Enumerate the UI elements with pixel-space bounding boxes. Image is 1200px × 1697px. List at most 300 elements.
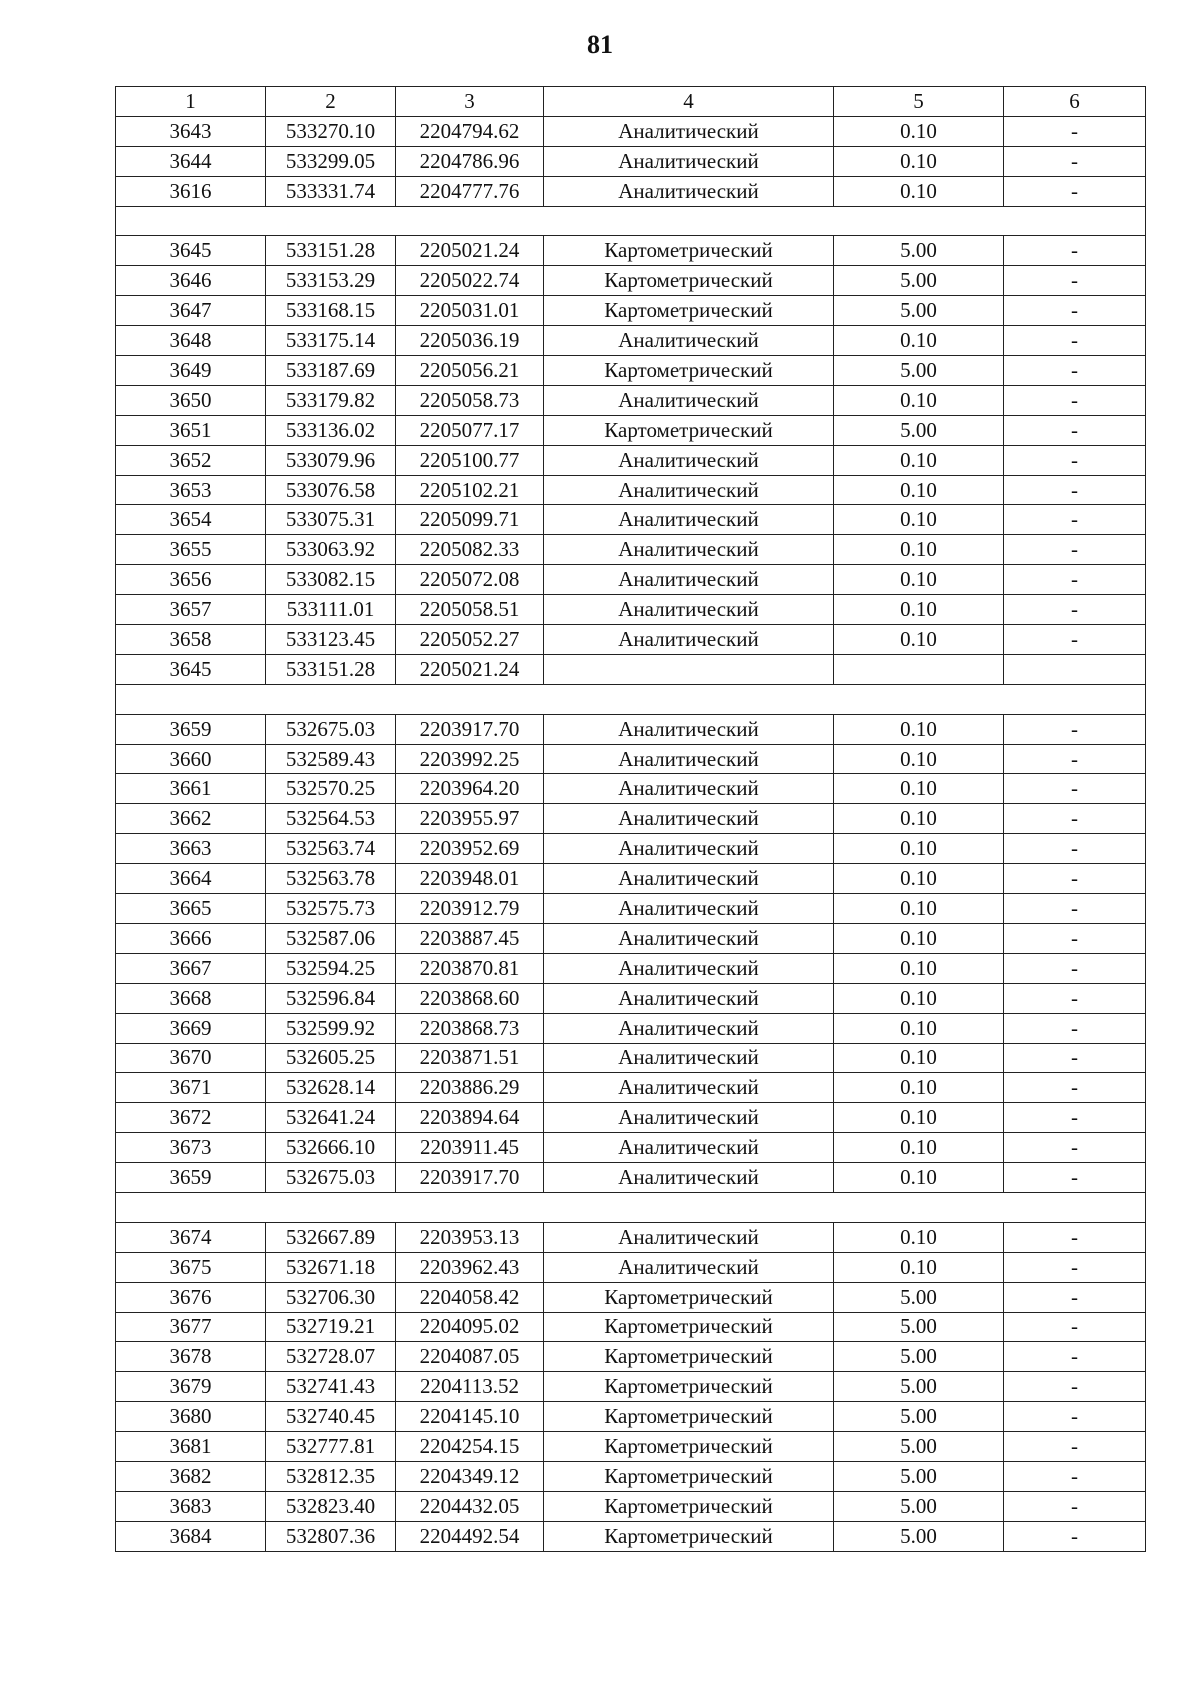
note-cell: - — [1004, 356, 1146, 386]
table-row — [116, 1163, 1146, 1193]
note-cell: - — [1004, 445, 1146, 475]
note-cell: - — [1004, 595, 1146, 625]
y-coordinate-cell: 2205058.51 — [396, 595, 544, 625]
point-number-cell: 3674 — [116, 1222, 266, 1252]
method-cell: Аналитический — [544, 774, 834, 804]
x-coordinate-cell: 532570.25 — [266, 774, 396, 804]
method-cell: Аналитический — [544, 1073, 834, 1103]
y-coordinate-cell: 2205036.19 — [396, 326, 544, 356]
x-coordinate-cell: 533175.14 — [266, 326, 396, 356]
table-row — [116, 714, 1146, 744]
accuracy-cell: 5.00 — [834, 1402, 1004, 1432]
note-cell: - — [1004, 565, 1146, 595]
note-cell: - — [1004, 1013, 1146, 1043]
accuracy-cell: 5.00 — [834, 356, 1004, 386]
x-coordinate-cell: 532628.14 — [266, 1073, 396, 1103]
note-cell: - — [1004, 983, 1146, 1013]
y-coordinate-cell: 2205077.17 — [396, 415, 544, 445]
method-cell: Аналитический — [544, 953, 834, 983]
method-cell: Аналитический — [544, 326, 834, 356]
point-number-cell: 3677 — [116, 1312, 266, 1342]
point-number-cell: 3663 — [116, 834, 266, 864]
note-cell: - — [1004, 1402, 1146, 1432]
point-number-cell — [116, 684, 266, 714]
x-coordinate-cell — [266, 684, 396, 714]
x-coordinate-cell — [266, 206, 396, 236]
y-coordinate-cell: 2205021.24 — [396, 236, 544, 266]
x-coordinate-cell: 532706.30 — [266, 1282, 396, 1312]
accuracy-cell: 0.10 — [834, 1163, 1004, 1193]
accuracy-cell: 5.00 — [834, 1342, 1004, 1372]
point-number-cell: 3682 — [116, 1461, 266, 1491]
x-coordinate-cell: 532812.35 — [266, 1461, 396, 1491]
accuracy-cell: 0.10 — [834, 1252, 1004, 1282]
accuracy-cell: 0.10 — [834, 774, 1004, 804]
table-row — [116, 625, 1146, 655]
point-number-cell: 3683 — [116, 1491, 266, 1521]
x-coordinate-cell: 532777.81 — [266, 1432, 396, 1462]
y-coordinate-cell — [396, 1192, 544, 1222]
y-coordinate-cell: 2203992.25 — [396, 744, 544, 774]
point-number-cell: 3650 — [116, 385, 266, 415]
x-coordinate-cell: 533153.29 — [266, 266, 396, 296]
x-coordinate-cell: 533151.28 — [266, 236, 396, 266]
note-cell: - — [1004, 146, 1146, 176]
table-row — [116, 983, 1146, 1013]
accuracy-cell — [834, 206, 1004, 236]
y-coordinate-cell: 2205099.71 — [396, 505, 544, 535]
point-number-cell: 3671 — [116, 1073, 266, 1103]
method-cell: Картометрический — [544, 1521, 834, 1551]
accuracy-cell: 0.10 — [834, 1043, 1004, 1073]
point-number-cell: 3665 — [116, 894, 266, 924]
x-coordinate-cell: 533151.28 — [266, 654, 396, 684]
point-number-cell: 3670 — [116, 1043, 266, 1073]
point-number-cell: 3657 — [116, 595, 266, 625]
point-number-cell: 3658 — [116, 625, 266, 655]
table-row — [116, 206, 1146, 236]
x-coordinate-cell: 533123.45 — [266, 625, 396, 655]
method-cell: Картометрический — [544, 1312, 834, 1342]
accuracy-cell: 5.00 — [834, 296, 1004, 326]
x-coordinate-cell: 532740.45 — [266, 1402, 396, 1432]
x-coordinate-cell: 532596.84 — [266, 983, 396, 1013]
y-coordinate-cell: 2203887.45 — [396, 923, 544, 953]
point-number-cell: 3654 — [116, 505, 266, 535]
method-cell: Аналитический — [544, 864, 834, 894]
accuracy-cell: 5.00 — [834, 1372, 1004, 1402]
x-coordinate-cell: 533270.10 — [266, 116, 396, 146]
method-cell: Картометрический — [544, 1432, 834, 1462]
note-cell: - — [1004, 1521, 1146, 1551]
x-coordinate-cell: 532575.73 — [266, 894, 396, 924]
x-coordinate-cell: 532823.40 — [266, 1491, 396, 1521]
accuracy-cell: 0.10 — [834, 1073, 1004, 1103]
point-number-cell — [116, 206, 266, 236]
accuracy-cell: 0.10 — [834, 326, 1004, 356]
y-coordinate-cell: 2205056.21 — [396, 356, 544, 386]
accuracy-cell: 0.10 — [834, 804, 1004, 834]
x-coordinate-cell: 532589.43 — [266, 744, 396, 774]
x-coordinate-cell: 533076.58 — [266, 475, 396, 505]
accuracy-cell: 5.00 — [834, 1432, 1004, 1462]
x-coordinate-cell: 532564.53 — [266, 804, 396, 834]
accuracy-cell: 0.10 — [834, 505, 1004, 535]
y-coordinate-cell: 2205031.01 — [396, 296, 544, 326]
x-coordinate-cell: 532666.10 — [266, 1133, 396, 1163]
x-coordinate-cell: 533331.74 — [266, 176, 396, 206]
note-cell: - — [1004, 1103, 1146, 1133]
note-cell: - — [1004, 834, 1146, 864]
point-number-cell: 3653 — [116, 475, 266, 505]
method-cell: Картометрический — [544, 296, 834, 326]
y-coordinate-cell: 2204254.15 — [396, 1432, 544, 1462]
y-coordinate-cell: 2203962.43 — [396, 1252, 544, 1282]
accuracy-cell: 0.10 — [834, 116, 1004, 146]
accuracy-cell: 0.10 — [834, 176, 1004, 206]
accuracy-cell: 0.10 — [834, 625, 1004, 655]
point-number-cell: 3673 — [116, 1133, 266, 1163]
point-number-cell: 3669 — [116, 1013, 266, 1043]
note-cell: - — [1004, 1282, 1146, 1312]
accuracy-cell: 0.10 — [834, 475, 1004, 505]
point-number-cell: 3662 — [116, 804, 266, 834]
table-row — [116, 1312, 1146, 1342]
y-coordinate-cell: 2203953.13 — [396, 1222, 544, 1252]
y-coordinate-cell: 2204349.12 — [396, 1461, 544, 1491]
y-coordinate-cell: 2204145.10 — [396, 1402, 544, 1432]
point-number-cell: 3661 — [116, 774, 266, 804]
method-cell — [544, 684, 834, 714]
accuracy-cell: 0.10 — [834, 1013, 1004, 1043]
y-coordinate-cell: 2204777.76 — [396, 176, 544, 206]
y-coordinate-cell: 2204087.05 — [396, 1342, 544, 1372]
table-row — [116, 1461, 1146, 1491]
y-coordinate-cell: 2203912.79 — [396, 894, 544, 924]
point-number-cell: 3684 — [116, 1521, 266, 1551]
table-row — [116, 1521, 1146, 1551]
y-coordinate-cell: 2205072.08 — [396, 565, 544, 595]
note-cell: - — [1004, 1491, 1146, 1521]
point-number-cell: 3666 — [116, 923, 266, 953]
y-coordinate-cell: 2205082.33 — [396, 535, 544, 565]
table-row — [116, 415, 1146, 445]
note-cell: - — [1004, 1073, 1146, 1103]
accuracy-cell: 0.10 — [834, 953, 1004, 983]
y-coordinate-cell: 2203952.69 — [396, 834, 544, 864]
table-row — [116, 326, 1146, 356]
accuracy-cell: 0.10 — [834, 146, 1004, 176]
x-coordinate-cell — [266, 1192, 396, 1222]
note-cell: - — [1004, 1222, 1146, 1252]
point-number-cell: 3649 — [116, 356, 266, 386]
note-cell: - — [1004, 953, 1146, 983]
note-cell: - — [1004, 505, 1146, 535]
x-coordinate-cell: 533075.31 — [266, 505, 396, 535]
y-coordinate-cell: 2203868.73 — [396, 1013, 544, 1043]
table-row — [116, 1192, 1146, 1222]
y-coordinate-cell: 2203948.01 — [396, 864, 544, 894]
table-row — [116, 1491, 1146, 1521]
x-coordinate-cell: 532563.74 — [266, 834, 396, 864]
y-coordinate-cell: 2204432.05 — [396, 1491, 544, 1521]
accuracy-cell: 5.00 — [834, 415, 1004, 445]
table-row — [116, 1342, 1146, 1372]
method-cell: Аналитический — [544, 505, 834, 535]
accuracy-cell: 0.10 — [834, 983, 1004, 1013]
x-coordinate-cell: 532671.18 — [266, 1252, 396, 1282]
accuracy-cell: 0.10 — [834, 923, 1004, 953]
point-number-cell: 3652 — [116, 445, 266, 475]
point-number-cell: 3678 — [116, 1342, 266, 1372]
point-number-cell: 3680 — [116, 1402, 266, 1432]
x-coordinate-cell: 532641.24 — [266, 1103, 396, 1133]
accuracy-cell — [834, 684, 1004, 714]
point-number-cell: 3676 — [116, 1282, 266, 1312]
note-cell: - — [1004, 714, 1146, 744]
method-cell: Аналитический — [544, 595, 834, 625]
point-number-cell: 3644 — [116, 146, 266, 176]
table-row — [116, 595, 1146, 625]
table-row — [116, 535, 1146, 565]
note-cell: - — [1004, 744, 1146, 774]
x-coordinate-cell: 532563.78 — [266, 864, 396, 894]
note-cell: - — [1004, 625, 1146, 655]
accuracy-cell: 0.10 — [834, 834, 1004, 864]
table-row — [116, 356, 1146, 386]
table-row — [116, 1252, 1146, 1282]
table-header — [116, 87, 1146, 117]
point-number-cell: 3645 — [116, 654, 266, 684]
method-cell: Аналитический — [544, 475, 834, 505]
table-row — [116, 385, 1146, 415]
note-cell: - — [1004, 415, 1146, 445]
method-cell: Аналитический — [544, 445, 834, 475]
table-row — [116, 1013, 1146, 1043]
note-cell: - — [1004, 1133, 1146, 1163]
method-cell: Аналитический — [544, 1013, 834, 1043]
x-coordinate-cell: 532741.43 — [266, 1372, 396, 1402]
table-row — [116, 1282, 1146, 1312]
table-row — [116, 1073, 1146, 1103]
point-number-cell: 3668 — [116, 983, 266, 1013]
method-cell: Картометрический — [544, 415, 834, 445]
note-cell: - — [1004, 1312, 1146, 1342]
header-col-1: 1 — [116, 87, 266, 117]
point-number-cell: 3651 — [116, 415, 266, 445]
x-coordinate-cell: 532599.92 — [266, 1013, 396, 1043]
x-coordinate-cell: 532675.03 — [266, 1163, 396, 1193]
table-body — [116, 116, 1146, 1551]
x-coordinate-cell: 532605.25 — [266, 1043, 396, 1073]
table-row — [116, 684, 1146, 714]
x-coordinate-cell: 532587.06 — [266, 923, 396, 953]
method-cell: Картометрический — [544, 1402, 834, 1432]
point-number-cell: 3648 — [116, 326, 266, 356]
x-coordinate-cell: 533079.96 — [266, 445, 396, 475]
x-coordinate-cell: 532719.21 — [266, 1312, 396, 1342]
note-cell: - — [1004, 296, 1146, 326]
x-coordinate-cell: 532667.89 — [266, 1222, 396, 1252]
point-number-cell — [116, 1192, 266, 1222]
x-coordinate-cell: 533187.69 — [266, 356, 396, 386]
note-cell: - — [1004, 266, 1146, 296]
point-number-cell: 3646 — [116, 266, 266, 296]
table-row — [116, 953, 1146, 983]
accuracy-cell: 0.10 — [834, 445, 1004, 475]
accuracy-cell: 5.00 — [834, 1521, 1004, 1551]
y-coordinate-cell: 2203917.70 — [396, 1163, 544, 1193]
table-row — [116, 894, 1146, 924]
note-cell: - — [1004, 894, 1146, 924]
method-cell: Аналитический — [544, 1103, 834, 1133]
x-coordinate-cell: 533111.01 — [266, 595, 396, 625]
accuracy-cell: 5.00 — [834, 1491, 1004, 1521]
coordinates-table — [115, 86, 1146, 1552]
x-coordinate-cell: 532728.07 — [266, 1342, 396, 1372]
method-cell: Картометрический — [544, 1282, 834, 1312]
method-cell: Аналитический — [544, 565, 834, 595]
y-coordinate-cell: 2204095.02 — [396, 1312, 544, 1342]
accuracy-cell: 5.00 — [834, 1282, 1004, 1312]
note-cell — [1004, 206, 1146, 236]
method-cell: Аналитический — [544, 625, 834, 655]
accuracy-cell: 0.10 — [834, 1103, 1004, 1133]
accuracy-cell: 5.00 — [834, 1312, 1004, 1342]
point-number-cell: 3645 — [116, 236, 266, 266]
table-row — [116, 296, 1146, 326]
y-coordinate-cell: 2203886.29 — [396, 1073, 544, 1103]
note-cell: - — [1004, 385, 1146, 415]
y-coordinate-cell: 2205058.73 — [396, 385, 544, 415]
note-cell — [1004, 654, 1146, 684]
y-coordinate-cell: 2203964.20 — [396, 774, 544, 804]
method-cell: Аналитический — [544, 804, 834, 834]
y-coordinate-cell: 2203911.45 — [396, 1133, 544, 1163]
method-cell: Аналитический — [544, 894, 834, 924]
method-cell: Аналитический — [544, 1133, 834, 1163]
point-number-cell: 3664 — [116, 864, 266, 894]
table-row — [116, 565, 1146, 595]
note-cell: - — [1004, 864, 1146, 894]
table-row — [116, 475, 1146, 505]
y-coordinate-cell: 2203871.51 — [396, 1043, 544, 1073]
table-row — [116, 176, 1146, 206]
method-cell: Аналитический — [544, 1252, 834, 1282]
y-coordinate-cell: 2204794.62 — [396, 116, 544, 146]
method-cell: Аналитический — [544, 535, 834, 565]
point-number-cell: 3659 — [116, 714, 266, 744]
y-coordinate-cell: 2205102.21 — [396, 475, 544, 505]
table-row — [116, 236, 1146, 266]
header-col-2: 2 — [266, 87, 396, 117]
x-coordinate-cell: 533063.92 — [266, 535, 396, 565]
table-row — [116, 864, 1146, 894]
method-cell: Картометрический — [544, 1342, 834, 1372]
note-cell — [1004, 1192, 1146, 1222]
table-row — [116, 1103, 1146, 1133]
note-cell: - — [1004, 116, 1146, 146]
table-row — [116, 445, 1146, 475]
accuracy-cell: 5.00 — [834, 236, 1004, 266]
y-coordinate-cell: 2203955.97 — [396, 804, 544, 834]
x-coordinate-cell: 533168.15 — [266, 296, 396, 326]
note-cell: - — [1004, 923, 1146, 953]
method-cell: Картометрический — [544, 1372, 834, 1402]
header-col-3: 3 — [396, 87, 544, 117]
method-cell: Аналитический — [544, 834, 834, 864]
table-row — [116, 266, 1146, 296]
y-coordinate-cell — [396, 206, 544, 236]
accuracy-cell — [834, 654, 1004, 684]
method-cell — [544, 654, 834, 684]
point-number-cell: 3679 — [116, 1372, 266, 1402]
table-row — [116, 116, 1146, 146]
point-number-cell: 3672 — [116, 1103, 266, 1133]
page-number: 81 — [587, 30, 613, 59]
method-cell: Картометрический — [544, 1461, 834, 1491]
method-cell — [544, 206, 834, 236]
method-cell: Аналитический — [544, 1043, 834, 1073]
accuracy-cell: 0.10 — [834, 565, 1004, 595]
point-number-cell: 3655 — [116, 535, 266, 565]
note-cell: - — [1004, 176, 1146, 206]
method-cell — [544, 1192, 834, 1222]
accuracy-cell: 5.00 — [834, 266, 1004, 296]
point-number-cell: 3675 — [116, 1252, 266, 1282]
method-cell: Аналитический — [544, 385, 834, 415]
y-coordinate-cell: 2204058.42 — [396, 1282, 544, 1312]
y-coordinate-cell: 2204786.96 — [396, 146, 544, 176]
y-coordinate-cell: 2203894.64 — [396, 1103, 544, 1133]
table-row — [116, 1432, 1146, 1462]
x-coordinate-cell: 533299.05 — [266, 146, 396, 176]
method-cell: Картометрический — [544, 356, 834, 386]
note-cell: - — [1004, 1461, 1146, 1491]
table-row — [116, 923, 1146, 953]
point-number-cell: 3647 — [116, 296, 266, 326]
table-row — [116, 834, 1146, 864]
header-col-6: 6 — [1004, 87, 1146, 117]
table-row — [116, 1133, 1146, 1163]
note-cell: - — [1004, 475, 1146, 505]
method-cell: Аналитический — [544, 744, 834, 774]
table-row — [116, 804, 1146, 834]
accuracy-cell: 0.10 — [834, 1222, 1004, 1252]
point-number-cell: 3659 — [116, 1163, 266, 1193]
y-coordinate-cell: 2205021.24 — [396, 654, 544, 684]
table-row — [116, 505, 1146, 535]
point-number-cell: 3681 — [116, 1432, 266, 1462]
method-cell: Аналитический — [544, 714, 834, 744]
y-coordinate-cell: 2204492.54 — [396, 1521, 544, 1551]
x-coordinate-cell: 532594.25 — [266, 953, 396, 983]
table-row — [116, 1402, 1146, 1432]
note-cell: - — [1004, 804, 1146, 834]
table-row — [116, 1372, 1146, 1402]
y-coordinate-cell: 2204113.52 — [396, 1372, 544, 1402]
accuracy-cell: 0.10 — [834, 714, 1004, 744]
method-cell: Картометрический — [544, 266, 834, 296]
y-coordinate-cell: 2203868.60 — [396, 983, 544, 1013]
note-cell: - — [1004, 1432, 1146, 1462]
method-cell: Аналитический — [544, 1163, 834, 1193]
accuracy-cell: 0.10 — [834, 595, 1004, 625]
point-number-cell: 3643 — [116, 116, 266, 146]
note-cell: - — [1004, 236, 1146, 266]
accuracy-cell: 0.10 — [834, 1133, 1004, 1163]
note-cell: - — [1004, 535, 1146, 565]
